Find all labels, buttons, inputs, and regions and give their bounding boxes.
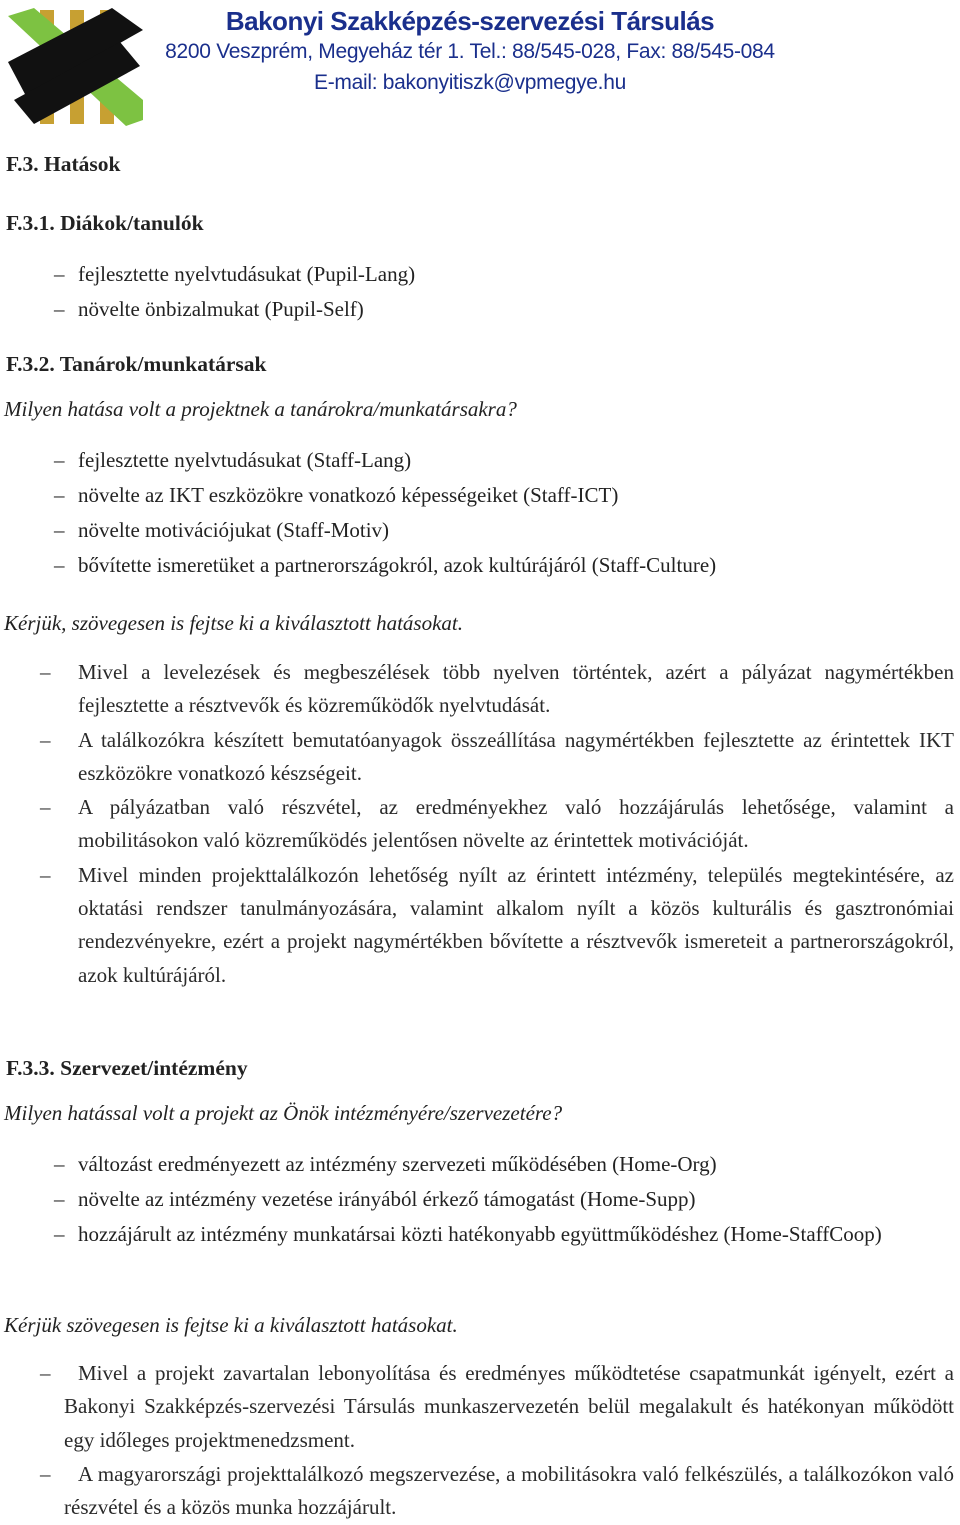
paragraph-item: – Mivel minden projekttalálkozón lehetőség nyílt az érintett intézmény, település megtekintésére, az oktatási rendszer tanulmányozására, valamint alkalom nyílt a közös kulturális és gasztronómiai rendezvényekre, ezért a projekt nagymértékben bővítette a résztvevők ismereteit a partnerországokról, azok kultúrájáról. <box>0 859 960 992</box>
list-item: – fejlesztette nyelvtudásukat (Pupil-Lang) <box>0 257 960 292</box>
pupils-list <box>0 257 960 327</box>
paragraph-item: – A magyarországi projekttalálkozó megszervezése, a mobilitásokra való felkészülés, a találkozókon való részvétel és a közös munka hozzájárult. <box>0 1458 960 1525</box>
org-question: Milyen hatással volt a projekt az Önök intézményére/szervezetére? <box>4 1101 563 1125</box>
dash-bullet: – <box>40 727 51 752</box>
dash-bullet: – <box>54 297 65 321</box>
paragraph-item: – Mivel a projekt zavartalan lebonyolítása és eredményes működtetése csapatmunkát igényelt, ezért a Bakonyi Szakképzés-szervezési Társulás munkaszervezetén belül megalakult és hatékonyan működött egy időleges projektmenedzsment. <box>0 1357 960 1457</box>
list-item: – növelte az intézmény vezetése irányából érkező támogatást (Home-Supp) <box>0 1182 960 1217</box>
list-item: – növelte az IKT eszközökre vonatkozó képességeiket (Staff-ICT) <box>0 478 960 513</box>
organization-logo <box>8 8 143 126</box>
dash-bullet: – <box>54 1187 65 1211</box>
dash-bullet: – <box>54 1152 65 1176</box>
staff-explain-prompt: Kérjük, szövegesen is fejtse ki a kiválasztott hatásokat. <box>4 611 464 635</box>
list-item: – növelte önbizalmukat (Pupil-Self) <box>0 292 960 327</box>
org-list <box>0 1147 960 1252</box>
paragraph-item: – A pályázatban való részvétel, az eredményekhez való hozzájárulás lehetősége, valamint a mobilitásokon való közreműködés jelentősen növelte az érintettek motivációját. <box>0 791 960 858</box>
dash-bullet: – <box>54 1222 65 1246</box>
list-item: – bővítette ismeretüket a partnerországokról, azok kultúrájáról (Staff-Culture) <box>0 548 960 583</box>
list-item: – hozzájárult az intézmény munkatársai közti hatékonyabb együttműködéshez (Home-StaffCoop) <box>0 1217 960 1252</box>
dash-bullet: – <box>40 795 51 820</box>
section-title: F.3. Hatások <box>6 152 121 176</box>
pupils-title: F.3.1. Diákok/tanulók <box>6 211 204 235</box>
dash-bullet: – <box>40 1361 51 1385</box>
letterhead <box>0 0 960 130</box>
dash-bullet: – <box>40 660 51 684</box>
organization-email: E-mail: bakonyitiszk@vpmegye.hu <box>314 71 626 94</box>
list-item: – fejlesztette nyelvtudásukat (Staff-Lang) <box>0 443 960 478</box>
paragraph-item: – A találkozókra készített bemutatóanyagok összeállítása nagymértékben fejlesztette az érintettek IKT eszközökre vonatkozó készségeit. <box>0 724 960 791</box>
list-item: – változást eredményezett az intézmény szervezeti működésében (Home-Org) <box>0 1147 960 1182</box>
dash-bullet: – <box>40 862 51 887</box>
staff-question: Milyen hatása volt a projektnek a tanárokra/munkatársakra? <box>4 397 517 421</box>
staff-title: F.3.2. Tanárok/munkatársak <box>6 352 267 376</box>
paragraph-item: – Mivel a levelezések és megbeszélések több nyelven történtek, azért a pályázat nagymértékben fejlesztette a résztvevők és közreműködők nyelvtudását. <box>0 656 960 723</box>
organization-address: 8200 Veszprém, Megyeház tér 1. Tel.: 88/545-028, Fax: 88/545-084 <box>165 40 775 63</box>
dash-bullet: – <box>54 448 65 472</box>
list-item: – növelte motivációjukat (Staff-Motiv) <box>0 513 960 548</box>
org-explain-prompt: Kérjük szövegesen is fejtse ki a kiválasztott hatásokat. <box>4 1313 458 1337</box>
org-title: F.3.3. Szervezet/intézmény <box>6 1056 248 1080</box>
staff-paragraphs <box>0 656 960 993</box>
dash-bullet: – <box>54 553 65 577</box>
staff-list <box>0 443 960 583</box>
dash-bullet: – <box>54 262 65 286</box>
organization-name: Bakonyi Szakképzés-szervezési Társulás <box>225 6 715 36</box>
dash-bullet: – <box>54 483 65 507</box>
dash-bullet: – <box>54 518 65 542</box>
dash-bullet: – <box>40 1461 51 1486</box>
letterhead-text <box>150 6 790 98</box>
org-paragraphs <box>0 1357 960 1525</box>
